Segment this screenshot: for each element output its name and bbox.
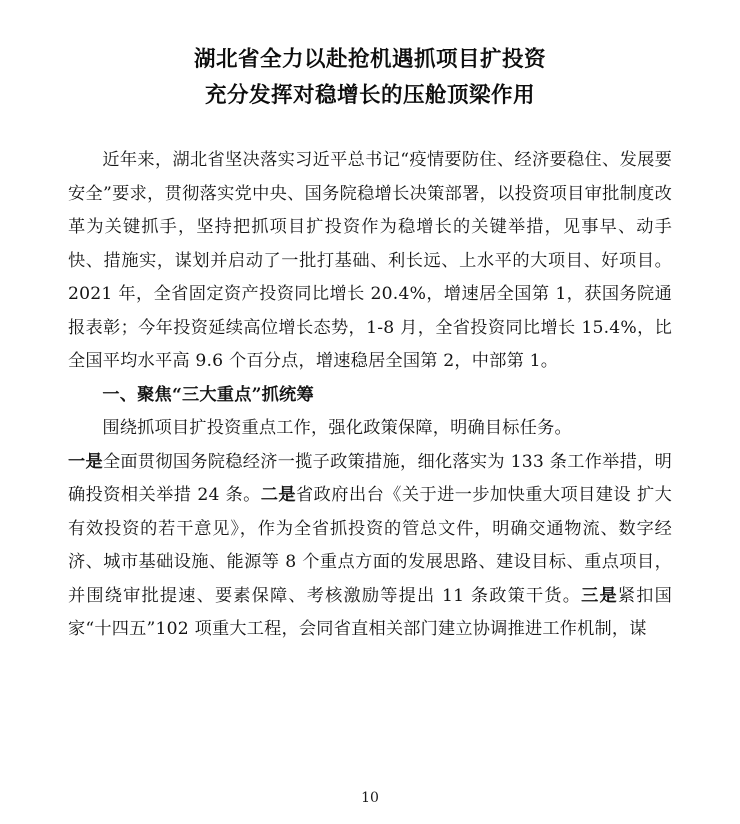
page-number: 10 [361,790,379,806]
item-text-2: 省政府出台《关于进一步加快重大项目建设 扩大有效投资的若干意见》，作为全省抓投资的管总文件，明确交通物流、数字经济、城市基础设施、能源等 8 个重点方面的发展思路、建设目标、重点项目，并围绕审批提速、要素保障、考核激励等提出 11 条政策干货。 [68,485,672,606]
paragraph-section-1-lead: 围绕抓项目扩投资重点工作，强化政策保障，明确目标任务。 [102,418,572,438]
item-marker-1: 一是 [68,451,103,472]
item-marker-3: 三是 [581,585,618,606]
page-title-line-2: 充分发挥对稳增长的压舱顶梁作用 [204,83,535,108]
page-title [68,42,672,114]
item-text-1: 全面贯彻国务院稳经济一揽子政策措施，细化落实为 133 条工作举措，明确投资相关举措 24 条。 [68,451,672,505]
document-body [68,144,672,647]
item-marker-2: 二是 [260,485,297,505]
page-title-line-1: 湖北省全力以赴抢机遇抓项目扩投资 [193,47,546,72]
paragraph-intro: 近年来，湖北省坚决落实习近平总书记“疫情要防住、经济要稳住、发展要安全”要求，贯彻落实党中央、国务院稳增长决策部署，以投资项目审批制度改革为关键抓手，坚持把抓项目扩投资作为稳增长的关键举措，见事早、动手快、措施实，谋划并启动了一批打基础、利长远、上水平的大项目、好项目。2021 年，全省固定资产投资同比增长 20.4%，增速居全国第 1，获国务院通报表彰；今年投资延续高位增长态势，1-8 月，全省投资同比增长 15.4%，比全国平均水平高 9.6 个百分点，增速稳居全国第 2，中部第 1。 [68,150,672,371]
section-heading-1: 一、聚焦“三大重点”抓统筹 [102,384,314,405]
item-text-3: 紧扣国家“十四五”102 项重大工程，会同省直相关部门建立协调推进工作机制，谋 [68,585,672,639]
paragraph-section-1-body [68,446,672,647]
